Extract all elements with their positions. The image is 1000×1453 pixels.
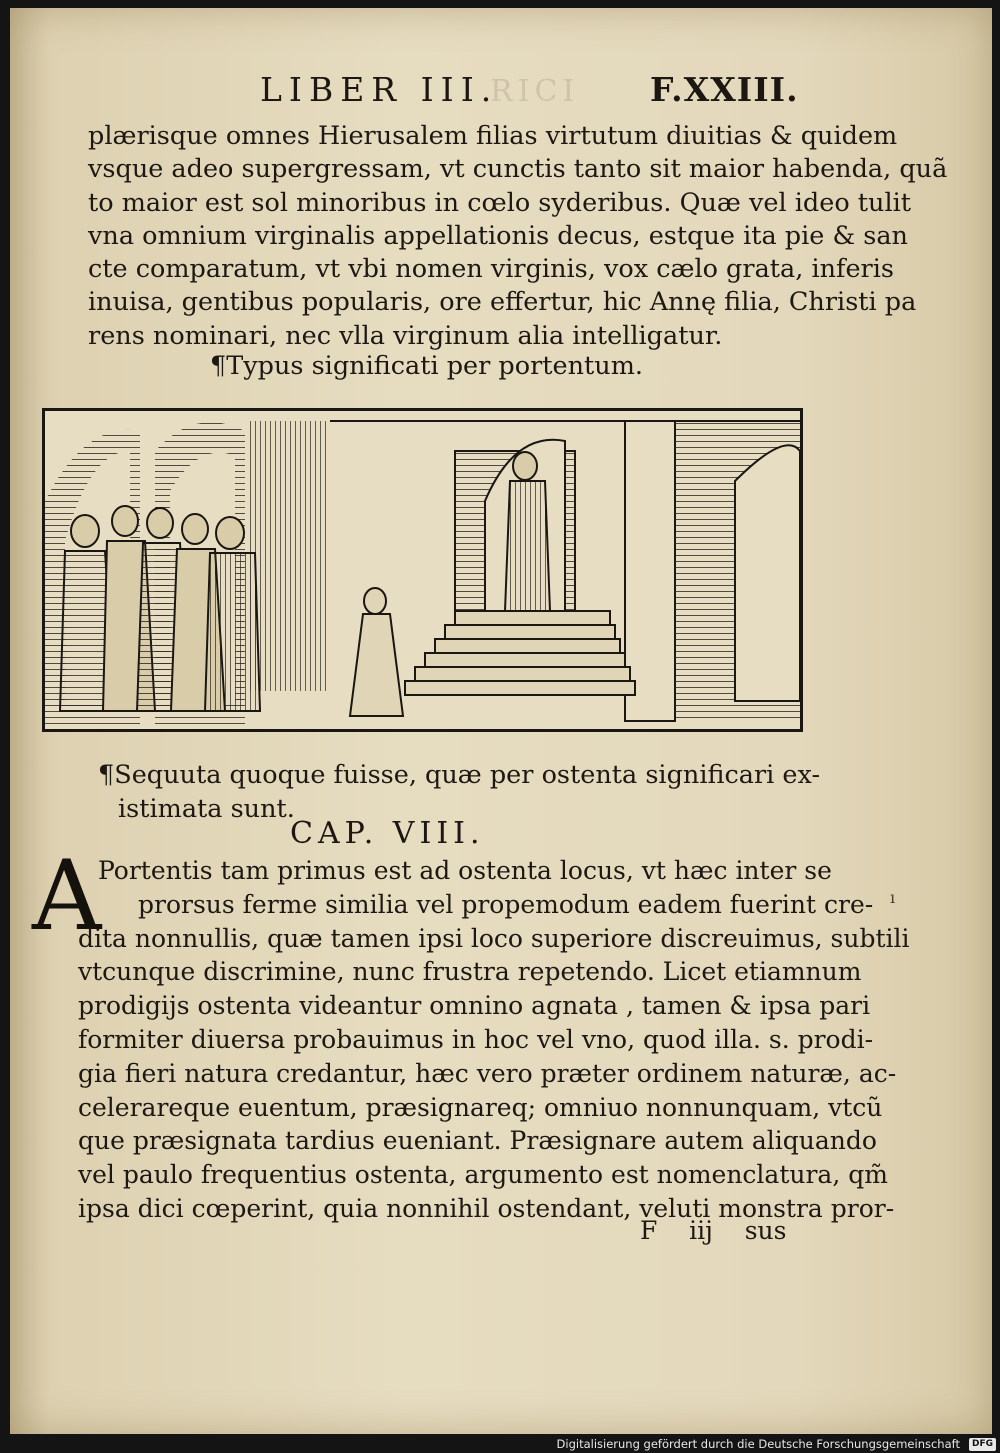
signature-number: iij (689, 1216, 713, 1245)
catchword: sus (744, 1216, 787, 1245)
temple-stairs (405, 611, 635, 695)
drop-capital: A (32, 840, 102, 952)
woodcut-rubric: ¶Typus significati per portentum. (210, 351, 644, 381)
text-line: prorsus ferme similia vel propemodum eadem fuerint cre- (138, 889, 874, 919)
text-line: prodigijs ostenta videantur omnino agnata , tamen & ipsa pari (78, 991, 871, 1021)
footer-credit: Digitalisierung gefördert durch die Deutsche Forschungsgemeinschaft (556, 1437, 960, 1451)
margin-mark: ı (890, 888, 896, 907)
caption-line: ¶Sequuta quoque fuisse, quæ per ostenta significari ex- (98, 760, 821, 790)
text-line: vna omnium virginalis appellationis decus, estque ita pie & san (88, 220, 908, 251)
text-line: ipsa dici cœperint, quia nonnihil ostendant, veluti monstra pror- (78, 1193, 895, 1223)
page-header (10, 66, 992, 112)
chapter-heading: CAP. VIII. (290, 816, 485, 851)
signature-line (640, 1216, 786, 1245)
text-line: vel paulo frequentius ostenta, argumento est nomenclatura, qm̃ (78, 1160, 888, 1190)
text-line: plærisque omnes Hierusalem filias virtutum diuitias & quidem (88, 121, 898, 151)
text-line: cte comparatum, vt vbi nomen virginis, vox cælo grata, inferis (88, 254, 894, 285)
woodcut-illustration (42, 408, 803, 732)
text-line: vsque adeo supergressam, vt cunctis tanto sit maior habenda, quã (88, 154, 948, 185)
running-title: LIBER III. (260, 70, 499, 109)
text-line: vtcunque discrimine, nunc frustra repetendo. Licet etiamnum (78, 957, 862, 987)
dfg-logo: DFG (969, 1438, 996, 1451)
top-paragraph (88, 120, 948, 353)
text-line: formiter diuersa probauimus in hoc vel vno, quod illa. s. prodi- (78, 1024, 874, 1054)
young-mary-figure (350, 588, 403, 716)
chapter-body (78, 854, 910, 1226)
text-line: que præsignata tardius eueniant. Præsignare autem aliquando (78, 1126, 877, 1156)
caption-line: istimata sunt. (118, 794, 295, 824)
text-line: Portentis tam primus est ad ostenta locus, vt hæc inter se (98, 856, 832, 885)
text-line: rens nominari, nec vlla virginum alia intelligatur. (88, 320, 723, 351)
text-line: dita nonnullis, quæ tamen ipsi loco superiore discreuimus, subtili (78, 923, 910, 953)
show-through-text: RICI (490, 74, 580, 109)
book-page (10, 8, 992, 1434)
text-line: gia fieri natura credantur, hæc vero præter ordinem naturæ, ac- (78, 1058, 897, 1088)
text-line: to maior est sol minoribus in cœlo syderibus. Quæ vel ideo tulit (88, 187, 912, 218)
text-line: inuisa, gentibus popularis, ore effertur, hic Annę filia, Christi pa (88, 287, 917, 318)
folio-number: F.XXIII. (650, 70, 799, 109)
crowd-figures (60, 506, 260, 711)
text-line: celerareque euentum, præsignareq; omniuo nonnunquam, vtcũ (78, 1092, 883, 1122)
woodcut-drawing (45, 411, 800, 729)
signature-mark: F (640, 1216, 658, 1245)
